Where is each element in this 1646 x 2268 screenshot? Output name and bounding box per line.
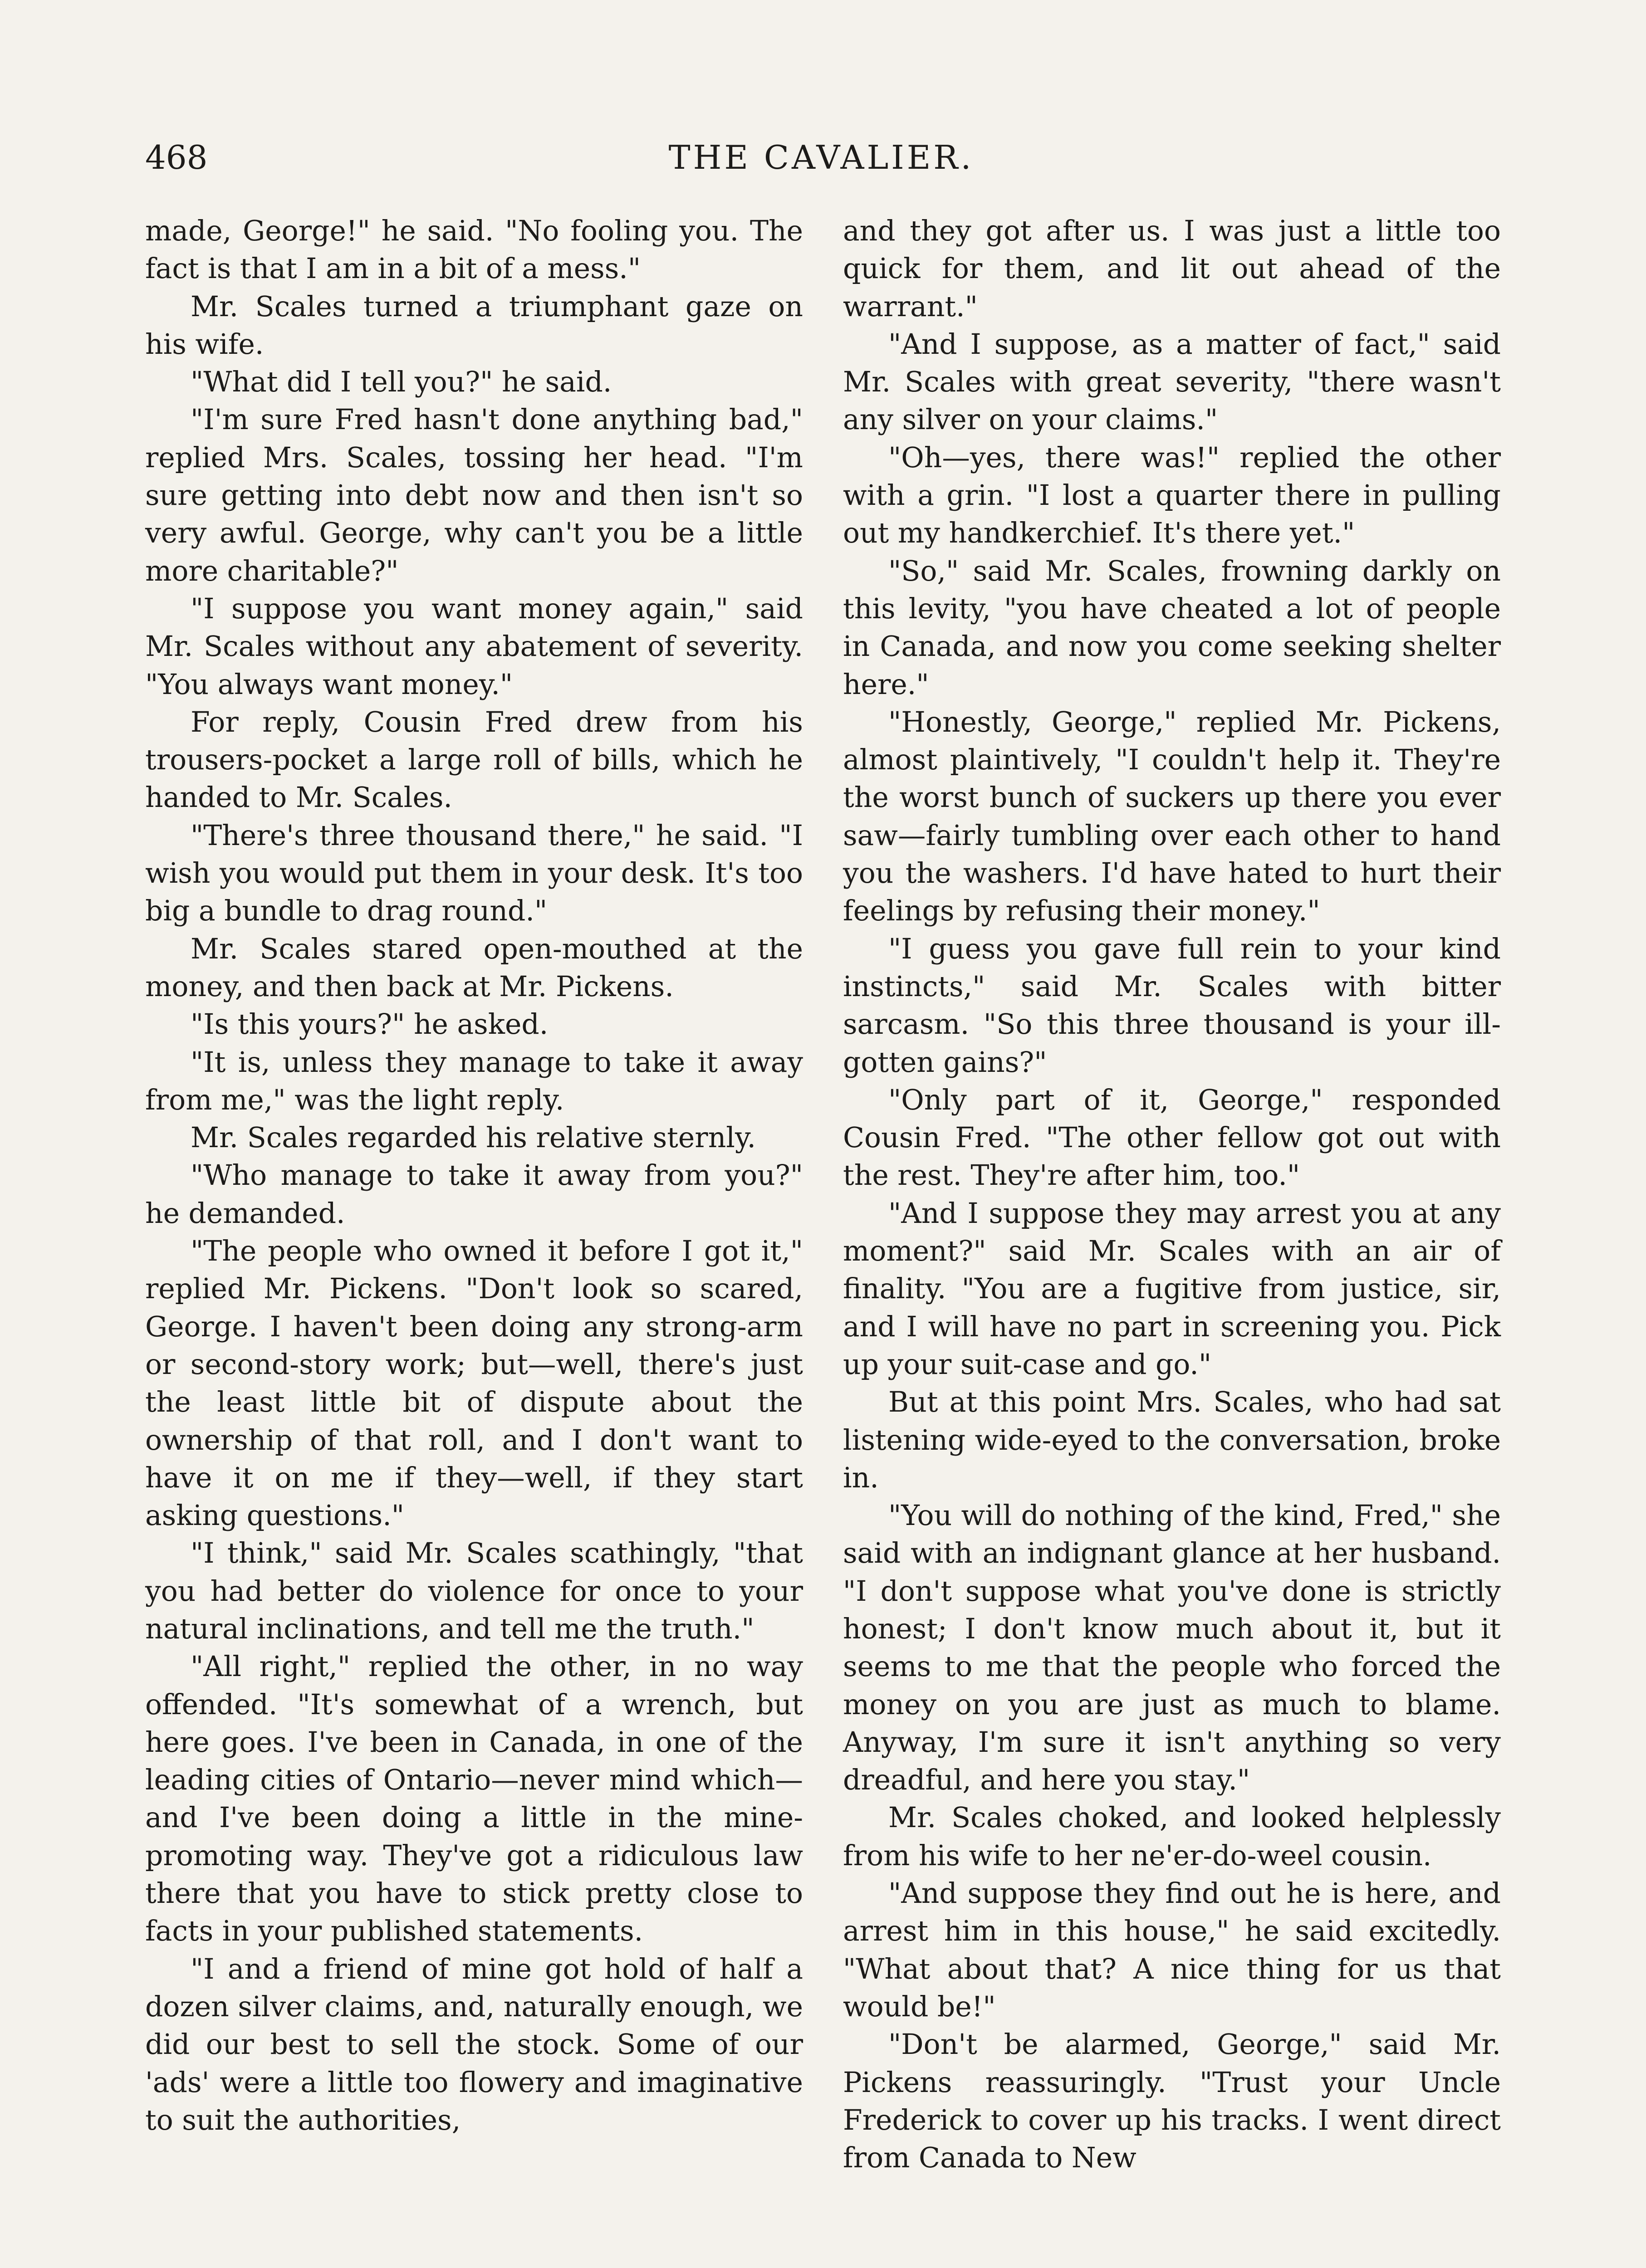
paragraph: made, George!" he said. "No fooling you. The fact is that I am in a bit of a mess." bbox=[145, 215, 803, 285]
paragraph: For reply, Cousin Fred drew from his trousers-pocket a large roll of bills, which he handed to Mr. Scales. bbox=[145, 705, 803, 814]
paragraph: "Honestly, George," replied Mr. Pickens, almost plaintively, "I couldn't help it. They're the worst bunch of suckers up there you ever saw—fairly tumbling over each other to hand you the washers. I'd have hated to hurt their feelings by refusing their money." bbox=[843, 705, 1501, 928]
paragraph: "There's three thousand there," he said. "I wish you would put them in your desk. It's too big a bundle to drag round." bbox=[145, 819, 803, 928]
paragraph: "You will do nothing of the kind, Fred," she said with an indignant glance at her husband. "I don't suppose what you've done is strictly honest; I don't know much about it, but it seems to me that the people who forced the money on you are just as much to blame. Anyway, I'm sure it isn't anything so very dreadful, and here you stay." bbox=[843, 1499, 1501, 1797]
paragraph: "And I suppose they may arrest you at any moment?" said Mr. Scales with an air of finality. "You are a fugitive from justice, sir, and I will have no part in screening you. Pick up your suit-case and go." bbox=[843, 1197, 1501, 1381]
paragraph: "And I suppose, as a matter of fact," said Mr. Scales with great severity, "there wasn't any silver on your claims." bbox=[843, 327, 1501, 436]
paragraph: Mr. Scales choked, and looked helplessly from his wife to her ne'er-do-weel cousin. bbox=[843, 1801, 1501, 1872]
paragraph: "It is, unless they manage to take it away from me," was the light reply. bbox=[145, 1046, 803, 1116]
paragraph: "All right," replied the other, in no way offended. "It's somewhat of a wrench, but here goes. I've been in Canada, in one of the leading cities of Ontario—never mind which—and I've been doing a little in the mine-promoting way. They've got a ridiculous law there that you have to stick pretty close to facts in your published statements. bbox=[145, 1650, 803, 1948]
paragraph: "So," said Mr. Scales, frowning darkly on this levity, "you have cheated a lot of people in Canada, and now you come seeking shelter here." bbox=[843, 554, 1501, 701]
paragraph: "Oh—yes, there was!" replied the other with a grin. "I lost a quarter there in pulling out my handkerchief. It's there yet." bbox=[843, 441, 1501, 550]
paragraph: "I'm sure Fred hasn't done anything bad," replied Mrs. Scales, tossing her head. "I'm sure getting into debt now and then isn't so very awful. George, why can't you be a little more charitable?" bbox=[145, 403, 803, 587]
paragraph: "I guess you gave full rein to your kind instincts," said Mr. Scales with bitter sarcasm. "So this three thousand is your ill-gotten gains?" bbox=[843, 932, 1501, 1079]
paragraph: "And suppose they find out he is here, and arrest him in this house," he said excitedly. "What about that? A nice thing for us that would be!" bbox=[843, 1877, 1501, 2023]
paragraph: But at this point Mrs. Scales, who had sat listening wide-eyed to the conversation, broke in. bbox=[843, 1386, 1501, 1494]
paragraph: and they got after us. I was just a little too quick for them, and lit out ahead of the warrant." bbox=[843, 215, 1501, 323]
paragraph: "I and a friend of mine got hold of half a dozen silver claims, and, naturally enough, we did our best to sell the stock. Some of our 'ads' were a little too flowery and imaginative to suit the authorities, bbox=[145, 1952, 803, 2136]
page-header bbox=[145, 132, 1497, 182]
paragraph: Mr. Scales turned a triumphant gaze on his wife. bbox=[145, 290, 803, 361]
paragraph: "Don't be alarmed, George," said Mr. Pickens reassuringly. "Trust your Uncle Frederick to cover up his tracks. I went direct from Canada to New bbox=[843, 2028, 1501, 2175]
running-title: THE CAVALIER. bbox=[668, 138, 974, 176]
paragraph: "Is this yours?" he asked. bbox=[191, 1008, 549, 1041]
right-column bbox=[843, 212, 1501, 2177]
paragraph: "Only part of it, George," responded Cousin Fred. "The other fellow got out with the rest. They're after him, too." bbox=[843, 1083, 1501, 1192]
paragraph: "I suppose you want money again," said Mr. Scales without any abatement of severity. "You always want money." bbox=[145, 592, 803, 701]
page-number: 468 bbox=[145, 138, 208, 176]
paragraph: "I think," said Mr. Scales scathingly, "that you had better do violence for once to your natural inclinations, and tell me the truth." bbox=[145, 1537, 803, 1645]
paragraph: Mr. Scales regarded his relative sternly. bbox=[191, 1121, 756, 1154]
paragraph: "What did I tell you?" he said. bbox=[191, 366, 612, 399]
left-column bbox=[145, 212, 803, 2139]
paragraph: Mr. Scales stared open-mouthed at the money, and then back at Mr. Pickens. bbox=[145, 932, 803, 1003]
paragraph: "The people who owned it before I got it," replied Mr. Pickens. "Don't look so scared, George. I haven't been doing any strong-arm or second-story work; but—well, there's just the least little bit of dispute about the ownership of that roll, and I don't want to have it on me if they—well, if they start asking questions." bbox=[145, 1235, 803, 1532]
paragraph: "Who manage to take it away from you?" he demanded. bbox=[145, 1159, 803, 1230]
